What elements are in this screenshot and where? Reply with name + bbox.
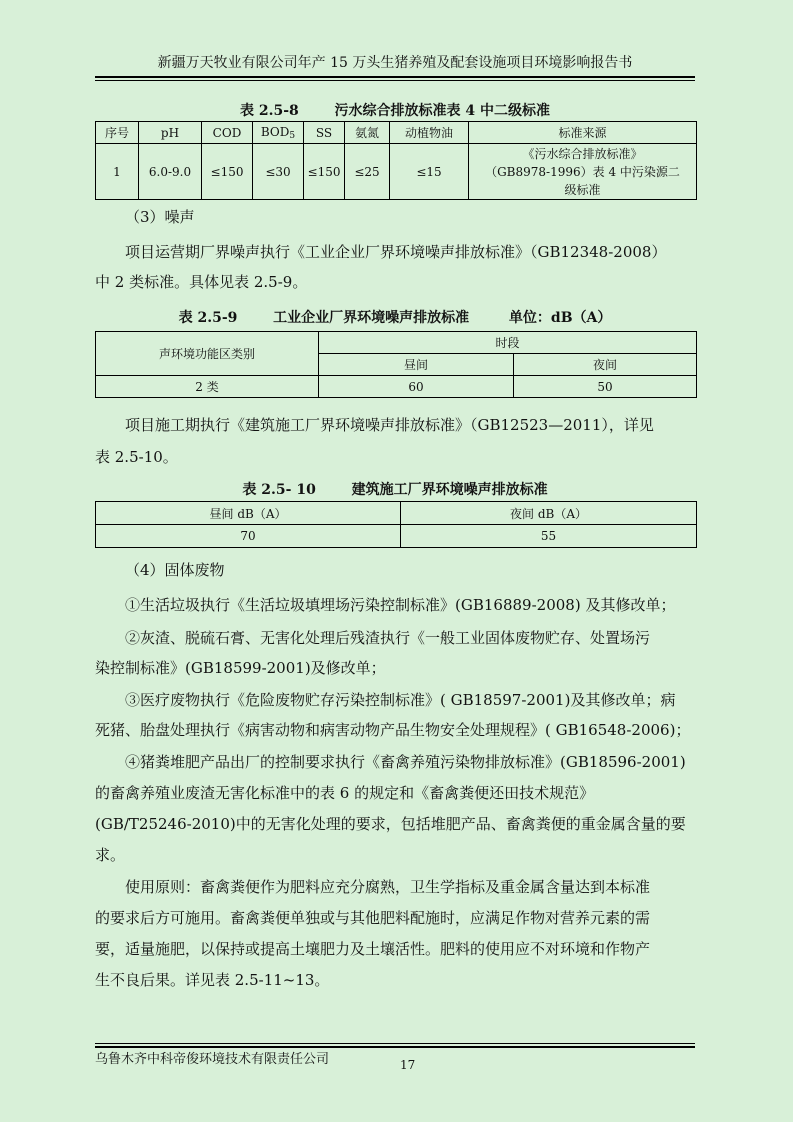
table-259-unit: 单位：dB（A） [508, 310, 612, 326]
solid-item4-line3: (GB/T25246-2010)中的无害化处理的要求，包括堆肥产品、畜禽粪便的重金属含量的要 [95, 815, 686, 833]
solid-item3-line2: 死猪、胎盘处理执行《病害动物和病害动物产品生物安全处理规程》( GB16548-2006)； [95, 721, 691, 739]
noise-para-line2: 中 2 类标准。具体见表 2.5-9。 [95, 273, 308, 291]
table-cell: ≤150 [202, 144, 253, 200]
usage-line3: 要，适量施肥，以保持或提高土壤肥力及土壤活性。肥料的使用应不对环境和作物产 [95, 940, 651, 958]
table-cell: 60 [319, 376, 514, 398]
table-258-caption [95, 100, 695, 120]
solid-item2-line2: 染控制标准》(GB18599-2001)及修改单； [95, 659, 386, 677]
solid-item4-line2: 的畜禽养殖业废渣无害化标准中的表 6 的规定和《畜禽粪便还田技术规范》 [95, 784, 595, 802]
footer-company: 乌鲁木齐中科帝俊环境技术有限责任公司 [95, 1052, 330, 1067]
usage-line4: 生不良后果。详见表 2.5-11~13。 [95, 971, 330, 989]
period-header: 时段 [319, 332, 697, 354]
usage-line1: 使用原则：畜禽粪便作为肥料应充分腐熟，卫生学指标及重金属含量达到本标准 [125, 878, 651, 896]
table-259-title: 工业企业厂界环境噪声排放标准 [273, 310, 470, 326]
header-cell: 氨氮 [345, 122, 390, 144]
solid-item1: ①生活垃圾执行《生活垃圾填埋场污染控制标准》(GB16889-2008) 及其修改单； [125, 596, 676, 614]
table-2510-number: 表 2.5- 10 [242, 482, 316, 498]
usage-line2: 的要求后方可施用。畜禽粪便单独或与其他肥料配施时，应满足作物对营养元素的需 [95, 909, 651, 927]
footer-divider-thin [95, 1043, 695, 1044]
construction-line2: 表 2.5-10。 [95, 448, 178, 466]
solid-item4-line4: 求。 [95, 846, 126, 864]
day-header: 昼间 [319, 354, 514, 376]
header-divider [95, 76, 695, 78]
table-cell: 70 [96, 525, 401, 548]
header-divider-thin [95, 80, 695, 81]
table-2510-title: 建筑施工厂界环境噪声排放标准 [351, 482, 548, 498]
solid-item3-line1: ③医疗废物执行《危险废物贮存污染控制标准》( GB18597-2001)及其修改单；病 [125, 691, 676, 709]
source-cell [469, 144, 697, 200]
solid-item2-line1: ②灰渣、脱硫石膏、无害化处理后残渣执行《一般工业固体废物贮存、处置场污 [125, 629, 651, 647]
table-259-number: 表 2.5-9 [178, 310, 238, 326]
table-258-number: 表 2.5-8 [239, 103, 299, 119]
report-header-title: 新疆万天牧业有限公司年产 15 万头生猪养殖及配套设施项目环境影响报告书 [157, 55, 633, 71]
header-cell: 标准来源 [469, 122, 697, 144]
category-header: 声环境功能区类别 [96, 332, 319, 376]
bod-label: BOD [260, 124, 290, 139]
table-2510-caption [95, 479, 695, 499]
factory-noise-table [95, 331, 697, 398]
source-line: 《污水综合排放标准》 [522, 146, 643, 161]
table-cell: 50 [514, 376, 697, 398]
header-cell: 动植物油 [390, 122, 469, 144]
table-258-title: 污水综合排放标准表 4 中二级标准 [334, 103, 551, 119]
table-cell: ≤25 [345, 144, 390, 200]
solid-item4-line1: ④猪粪堆肥产品出厂的控制要求执行《畜禽养殖污染物排放标准》(GB18596-2001) [125, 753, 686, 771]
header-cell: SS [304, 122, 345, 144]
night-header: 夜间 dB（A） [401, 502, 697, 525]
source-line: 级标准 [564, 182, 601, 197]
construction-noise-table [95, 501, 697, 548]
wastewater-standard-table [95, 121, 697, 200]
table-cell: ≤30 [253, 144, 304, 200]
table-cell: ≤150 [304, 144, 345, 200]
table-cell: 55 [401, 525, 697, 548]
table-cell: ≤15 [390, 144, 469, 200]
table-cell: 6.0-9.0 [139, 144, 202, 200]
noise-heading: （3）噪声 [125, 208, 195, 226]
header-cell: 序号 [96, 122, 139, 144]
header-cell [253, 122, 304, 144]
night-header: 夜间 [514, 354, 697, 376]
bod-subscript: 5 [289, 130, 296, 141]
table-259-caption [95, 307, 695, 327]
construction-line1: 项目施工期执行《建筑施工厂界环境噪声排放标准》（GB12523—2011），详见 [125, 416, 654, 434]
header-cell: pH [139, 122, 202, 144]
table-cell: 1 [96, 144, 139, 200]
header-cell: COD [202, 122, 253, 144]
source-line: （GB8978-1996）表 4 中污染源二 [485, 164, 680, 179]
noise-para-line1: 项目运营期厂界噪声执行《工业企业厂界环境噪声排放标准》（GB12348-2008） [125, 243, 667, 261]
solid-heading: （4）固体废物 [125, 561, 225, 579]
page-number: 17 [400, 1058, 416, 1072]
table-cell: 2 类 [96, 376, 319, 398]
day-header: 昼间 dB（A） [96, 502, 401, 525]
